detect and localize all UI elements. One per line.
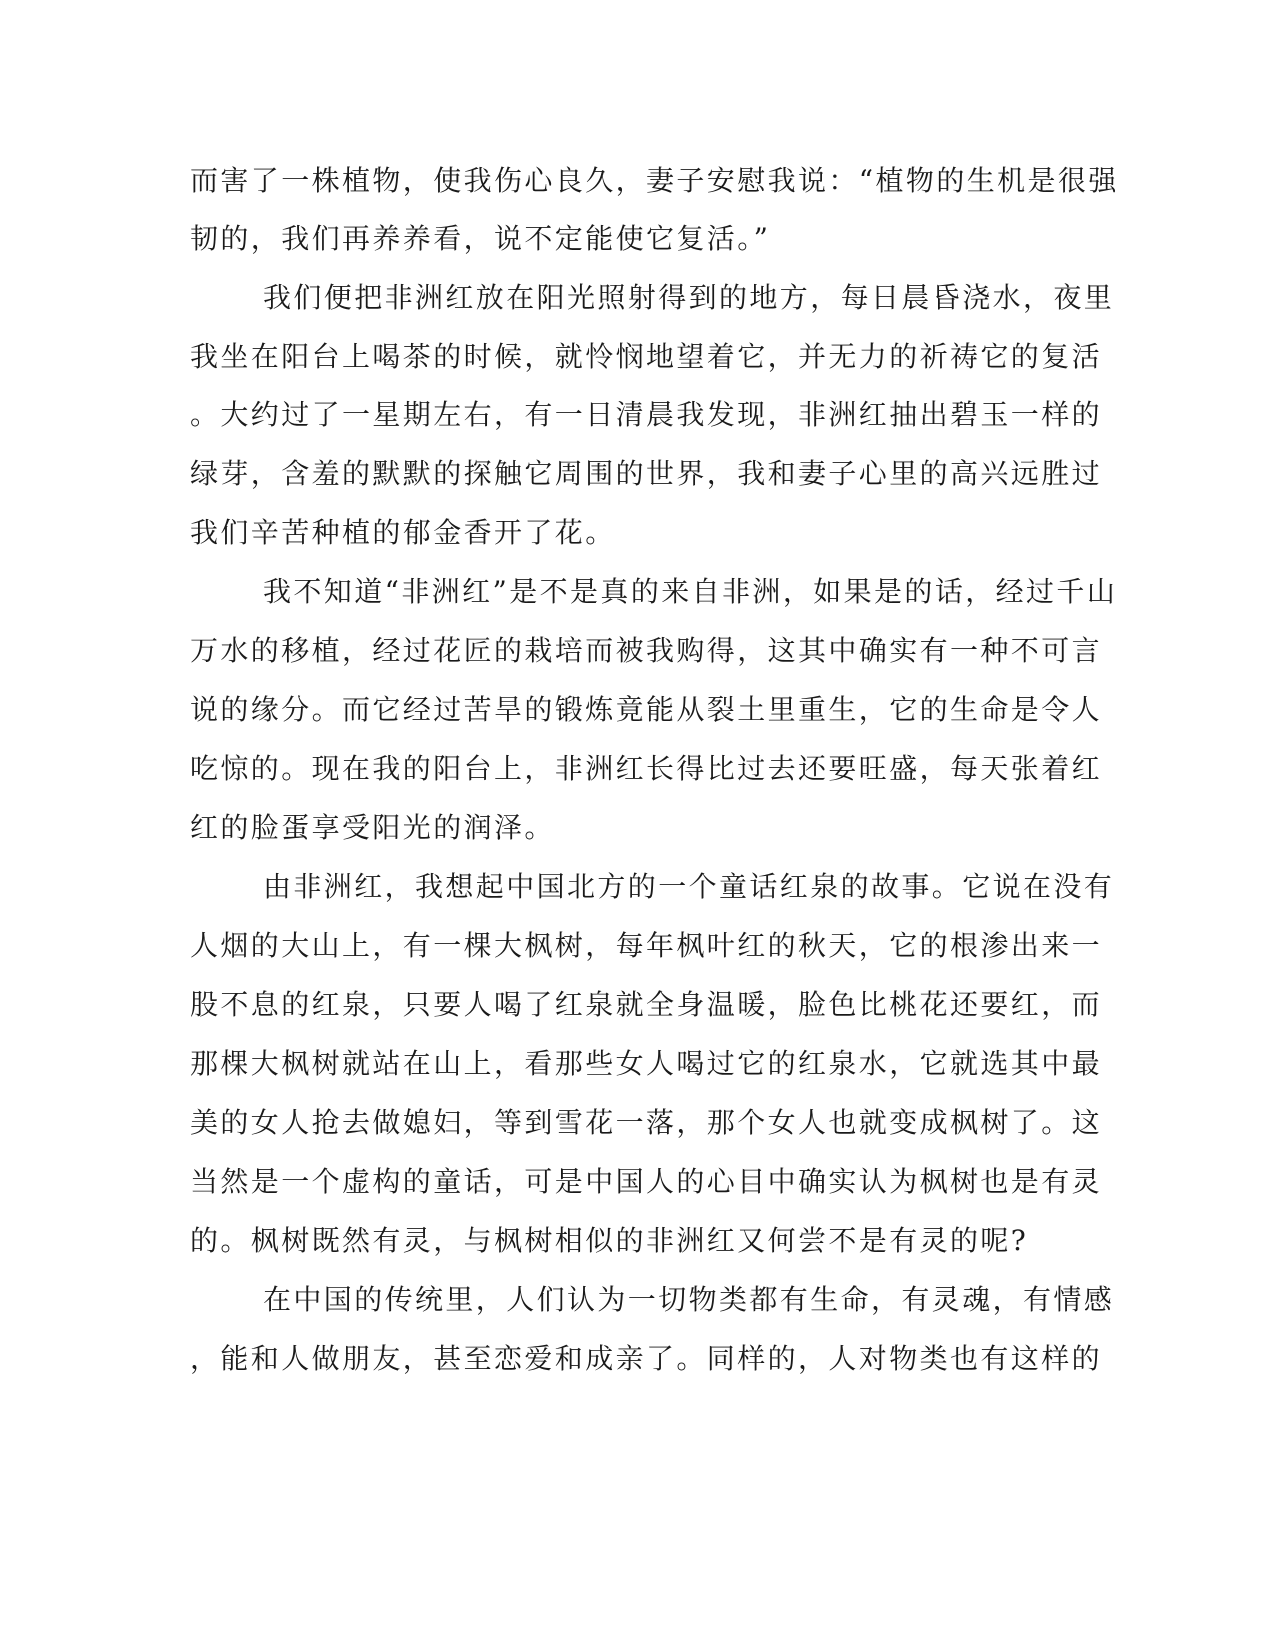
text-line: ，能和人做朋友，甚至恋爱和成亲了。同样的，人对物类也有这样的 (190, 1342, 1103, 1375)
paragraph-first-line: 我们便把非洲红放在阳光照射得到的地方，每日晨昏浇水，夜里 (263, 281, 1115, 314)
text-line: 万水的移植，经过花匠的栽培而被我购得，这其中确实有一种不可言 (190, 634, 1103, 667)
text-line: 绿芽，含羞的默默的探触它周围的世界，我和妻子心里的高兴远胜过 (190, 457, 1103, 490)
paragraph-first-line: 我不知道“非洲红”是不是真的来自非洲，如果是的话，经过千山 (263, 575, 1118, 608)
text-line: 而害了一株植物，使我伤心良久，妻子安慰我说：“植物的生机是很强 (190, 164, 1119, 197)
text-line: 说的缘分。而它经过苦旱的锻炼竟能从裂土里重生，它的生命是令人 (190, 693, 1103, 726)
text-line: 我们辛苦种植的郁金香开了花。 (190, 516, 616, 549)
text-line: 人烟的大山上，有一棵大枫树，每年枫叶红的秋天，它的根渗出来一 (190, 929, 1103, 962)
text-line: 美的女人抢去做媳妇，等到雪花一落，那个女人也就变成枫树了。这 (190, 1106, 1103, 1139)
paragraph-first-line: 由非洲红，我想起中国北方的一个童话红泉的故事。它说在没有 (263, 870, 1115, 903)
text-line: 韧的，我们再养养看，说不定能使它复活。” (190, 222, 771, 255)
text-line: 那棵大枫树就站在山上，看那些女人喝过它的红泉水，它就选其中最 (190, 1047, 1103, 1080)
paragraph-first-line: 在中国的传统里，人们认为一切物类都有生命，有灵魂，有情感 (263, 1283, 1115, 1316)
text-line: 当然是一个虚构的童话，可是中国人的心目中确实认为枫树也是有灵 (190, 1165, 1103, 1198)
text-line: 红的脸蛋享受阳光的润泽。 (190, 811, 555, 844)
text-line: 吃惊的。现在我的阳台上，非洲红长得比过去还要旺盛，每天张着红 (190, 752, 1103, 785)
text-line: 的。枫树既然有灵，与枫树相似的非洲红又何尝不是有灵的呢? (190, 1224, 1029, 1257)
text-line: 我坐在阳台上喝茶的时候，就怜悯地望着它，并无力的祈祷它的复活 (190, 340, 1103, 373)
text-line: 。大约过了一星期左右，有一日清晨我发现，非洲红抽出碧玉一样的 (190, 398, 1103, 431)
text-line: 股不息的红泉，只要人喝了红泉就全身温暖，脸色比桃花还要红，而 (190, 988, 1103, 1021)
